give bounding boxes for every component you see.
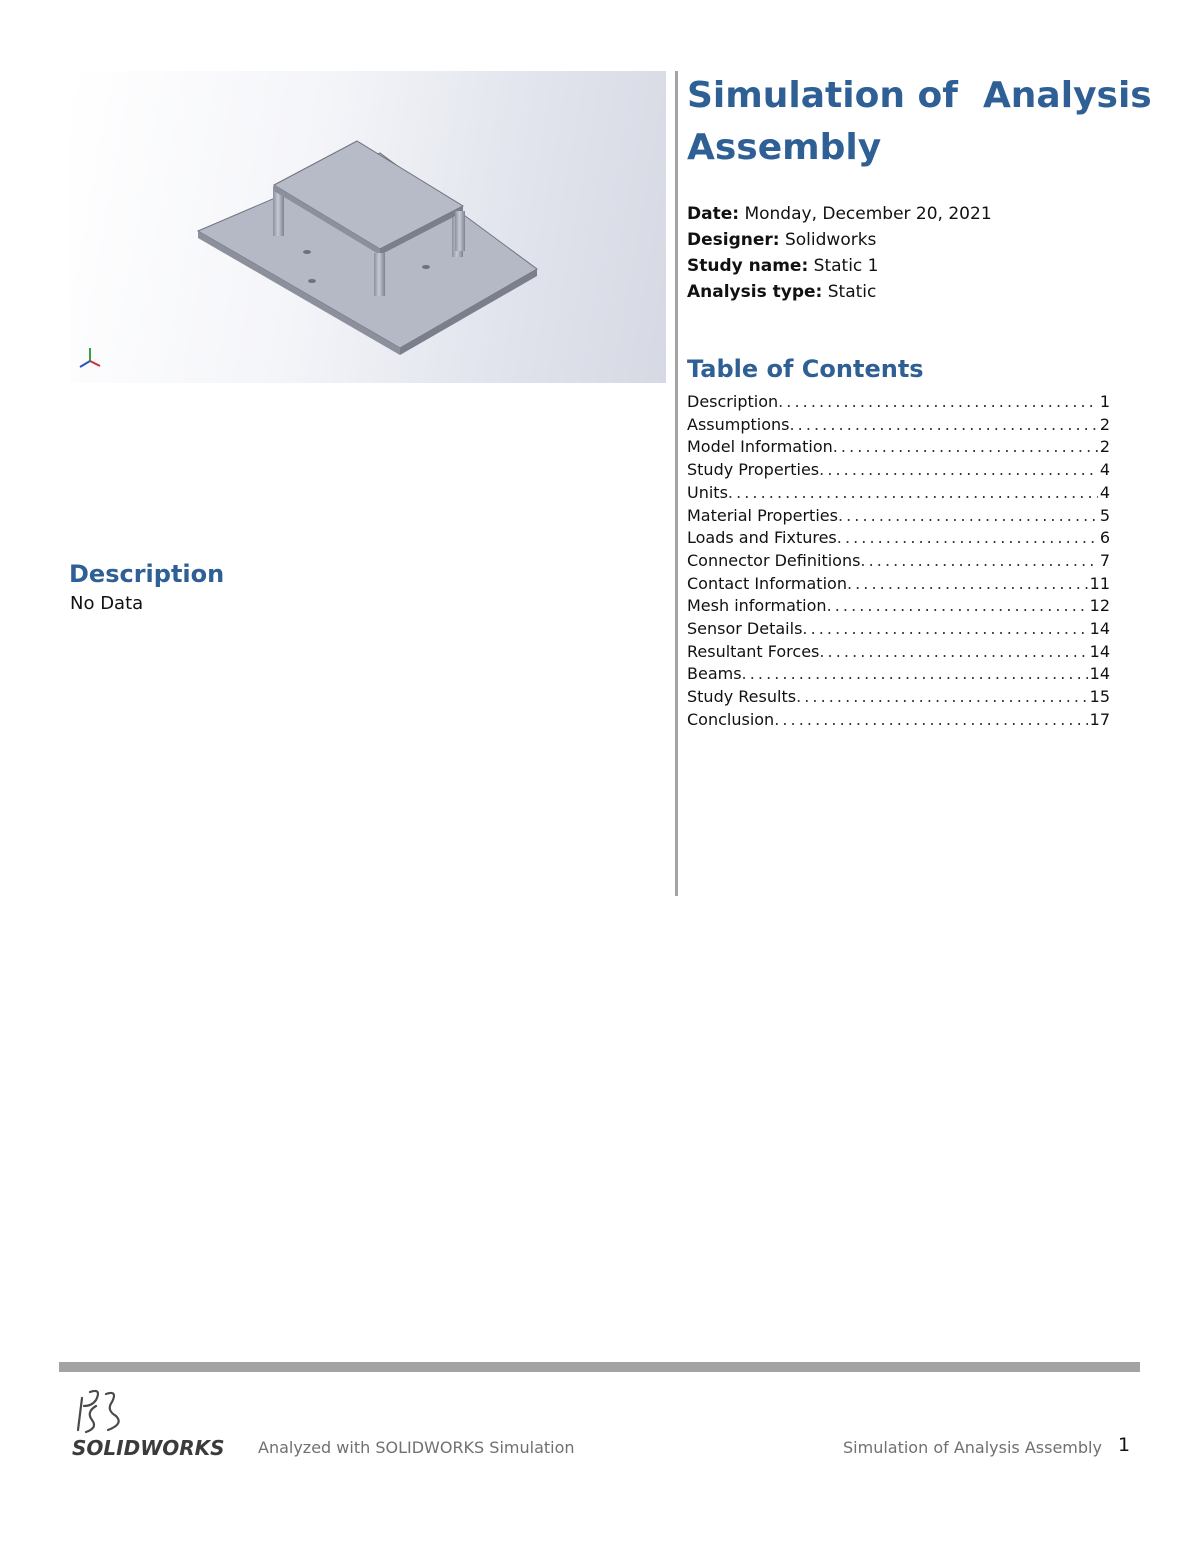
- meta-label: Date:: [687, 204, 740, 224]
- toc-item-page: 14: [1089, 619, 1110, 639]
- toc-item-label: Conclusion: [687, 709, 775, 729]
- toc-item-page: 17: [1089, 709, 1110, 729]
- toc-item-page: 11: [1089, 573, 1110, 593]
- toc-item-page: 14: [1089, 641, 1110, 661]
- footer-analyzed-with: Analyzed with SOLIDWORKS Simulation: [258, 1438, 575, 1457]
- toc-item-resultant-forces[interactable]: [687, 641, 1110, 664]
- toc-item-page: 15: [1089, 687, 1110, 707]
- leg-front-left: [374, 253, 385, 296]
- toc-item-page: 6: [1099, 528, 1110, 548]
- meta-label: Study name:: [687, 256, 809, 276]
- toc-item-study-properties[interactable]: [687, 459, 1110, 482]
- toc-item-label: Loads and Fixtures: [687, 528, 837, 548]
- toc-item-page: 4: [1099, 460, 1110, 480]
- page-number: 1: [1118, 1434, 1131, 1456]
- toc-item-sensor-details[interactable]: [687, 618, 1110, 641]
- toc-item-conclusion[interactable]: [687, 709, 1110, 732]
- toc-item-assumptions[interactable]: [687, 414, 1110, 437]
- toc-item-label: Sensor Details: [687, 619, 803, 639]
- toc-item-mesh-information[interactable]: [687, 595, 1110, 618]
- toc-item-page: 5: [1099, 505, 1110, 525]
- toc-item-units[interactable]: [687, 482, 1110, 505]
- meta-row-designer: [687, 227, 992, 253]
- meta-row-analysis-type: [687, 279, 992, 305]
- meta-row-date: [687, 201, 992, 227]
- report-title: Simulation of Analysis Assembly: [687, 75, 1165, 168]
- leg-front-right: [455, 211, 465, 251]
- meta-value: Static 1: [808, 256, 879, 276]
- footer-document-name: Simulation of Analysis Assembly: [843, 1438, 1102, 1457]
- toc-item-label: Beams: [687, 664, 742, 684]
- toc-item-beams[interactable]: [687, 663, 1110, 686]
- table-of-contents: [687, 391, 1110, 732]
- toc-item-label: Material Properties: [687, 505, 838, 525]
- base-hole: [308, 279, 316, 283]
- model-render: [70, 71, 666, 383]
- toc-item-page: 12: [1089, 596, 1110, 616]
- toc-item-model-information[interactable]: [687, 436, 1110, 459]
- base-hole: [422, 265, 430, 269]
- toc-item-label: Study Results: [687, 687, 797, 707]
- meta-value: Monday, December 20, 2021: [739, 204, 992, 224]
- toc-item-label: Assumptions: [687, 414, 790, 434]
- toc-item-page: 7: [1099, 550, 1110, 570]
- toc-item-page: 2: [1099, 437, 1110, 457]
- toc-item-label: Description: [687, 392, 779, 411]
- toc-item-connector-definitions[interactable]: [687, 550, 1110, 573]
- axis-triad-icon: [80, 348, 100, 367]
- meta-value: Solidworks: [779, 230, 877, 250]
- meta-label: Analysis type:: [687, 282, 823, 302]
- ds-logo-icon: [72, 1386, 132, 1436]
- toc-item-description[interactable]: [687, 391, 1110, 414]
- toc-item-label: Model Information: [687, 437, 833, 457]
- toc-item-study-results[interactable]: [687, 686, 1110, 709]
- toc-item-label: Study Properties: [687, 460, 820, 480]
- toc-item-label: Connector Definitions: [687, 550, 861, 570]
- logo-wordmark: SOLIDWORKS: [72, 1436, 225, 1460]
- vertical-divider: [675, 71, 678, 896]
- toc-item-label: Contact Information: [687, 573, 847, 593]
- toc-item-loads-and-fixtures[interactable]: [687, 527, 1110, 550]
- footer-divider: [59, 1362, 1140, 1372]
- toc-item-page: 2: [1099, 414, 1110, 434]
- meta-row-study-name: [687, 253, 992, 279]
- description-heading: Description: [69, 560, 225, 588]
- toc-item-page: 4: [1099, 482, 1110, 502]
- toc-item-page: 1: [1099, 392, 1110, 411]
- meta-label: Designer:: [687, 230, 780, 250]
- meta-value: Static: [822, 282, 877, 302]
- toc-item-contact-information[interactable]: [687, 573, 1110, 596]
- base-hole: [303, 250, 311, 254]
- toc-item-label: Mesh information: [687, 596, 827, 616]
- toc-item-page: 14: [1089, 664, 1110, 684]
- toc-item-label: Resultant Forces: [687, 641, 820, 661]
- study-meta: [687, 201, 992, 305]
- solidworks-logo: [72, 1386, 232, 1462]
- description-text: No Data: [70, 593, 144, 614]
- toc-item-label: Units: [687, 482, 728, 502]
- toc-title: Table of Contents: [687, 355, 924, 383]
- toc-item-material-properties[interactable]: [687, 505, 1110, 528]
